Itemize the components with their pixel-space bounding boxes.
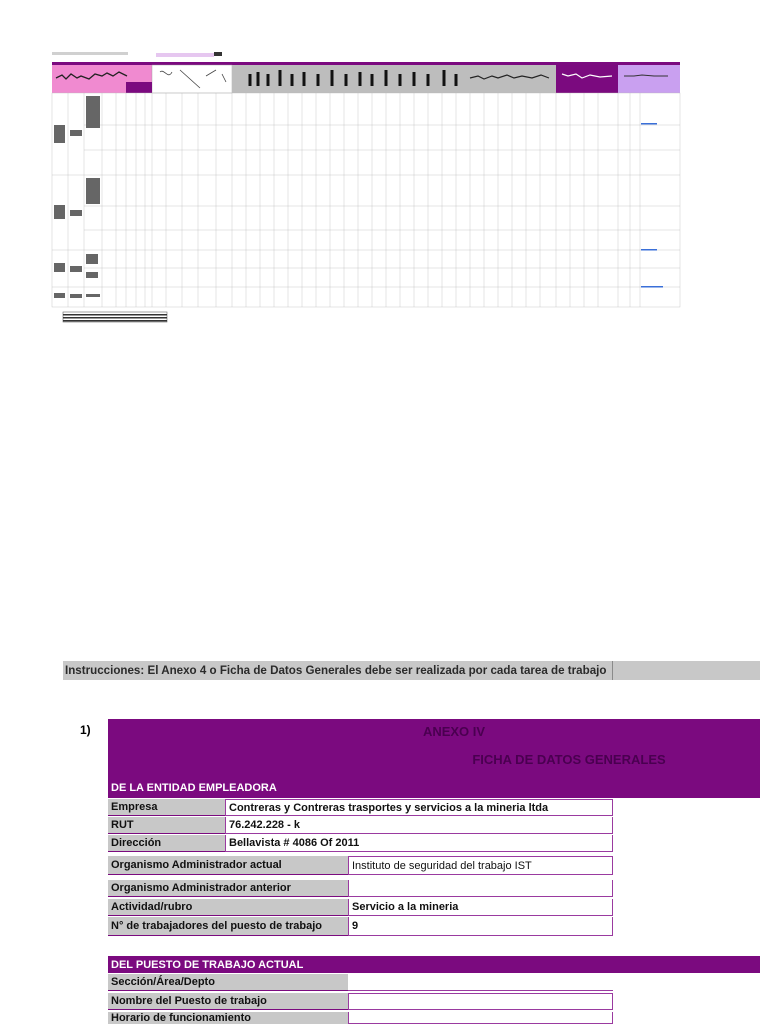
field-value-direccion[interactable]: Bellavista # 4086 Of 2011 xyxy=(225,835,613,852)
field-label: Nombre del Puesto de trabajo xyxy=(108,993,348,1010)
field-value-actividad[interactable]: Servicio a la mineria xyxy=(348,899,613,916)
field-label: RUT xyxy=(108,817,225,834)
field-value-organismo-actual[interactable]: Instituto de seguridad del trabajo IST xyxy=(348,856,613,875)
field-label: Organismo Administrador anterior xyxy=(108,880,348,897)
thumbnail-cell-text xyxy=(54,96,100,298)
spreadsheet-thumbnail xyxy=(0,0,768,330)
field-label: Organismo Administrador actual xyxy=(108,856,348,875)
sheet-title: FICHA DE DATOS GENERALES xyxy=(472,752,666,767)
thumbnail-footnote xyxy=(63,312,167,322)
column-divider xyxy=(612,661,613,680)
thumbnail-subtitle xyxy=(156,53,214,57)
field-label: Actividad/rubro xyxy=(108,899,348,916)
thumbnail-mark xyxy=(214,52,222,56)
employer-section-heading: DE LA ENTIDAD EMPLEADORA xyxy=(111,782,277,794)
field-label: N° de trabajadores del puesto de trabajo xyxy=(108,917,348,936)
thumbnail-title xyxy=(52,52,128,55)
field-label: Dirección xyxy=(108,835,225,852)
section-number: 1) xyxy=(80,723,91,737)
annex-title: ANEXO IV xyxy=(422,724,486,739)
thumbnail-grid xyxy=(52,93,680,307)
field-value-seccion[interactable] xyxy=(348,974,613,991)
field-value-rut[interactable]: 76.242.228 - k xyxy=(225,817,613,834)
thumbnail-links xyxy=(641,123,663,288)
instructions-bar xyxy=(63,661,760,680)
workstation-section-heading: DEL PUESTO DE TRABAJO ACTUAL xyxy=(111,959,304,971)
field-value-organismo-anterior[interactable] xyxy=(348,880,613,897)
field-value-horario[interactable] xyxy=(348,1012,613,1024)
workstation-header xyxy=(108,956,760,973)
field-value-puesto[interactable] xyxy=(348,993,613,1010)
field-label: Sección/Área/Depto xyxy=(108,974,348,991)
instructions-text: Instrucciones: El Anexo 4 o Ficha de Datos Generales debe ser realizada por cada tarea de trabajo xyxy=(65,664,607,677)
annex-header xyxy=(108,719,760,798)
field-label: Horario de funcionamiento xyxy=(108,1012,348,1024)
field-value-empresa[interactable]: Contreras y Contreras trasportes y servicios a la mineria ltda xyxy=(225,799,613,816)
thumbnail-header xyxy=(52,62,680,93)
field-label: Empresa xyxy=(108,799,225,816)
field-value-trabajadores[interactable]: 9 xyxy=(348,917,613,936)
